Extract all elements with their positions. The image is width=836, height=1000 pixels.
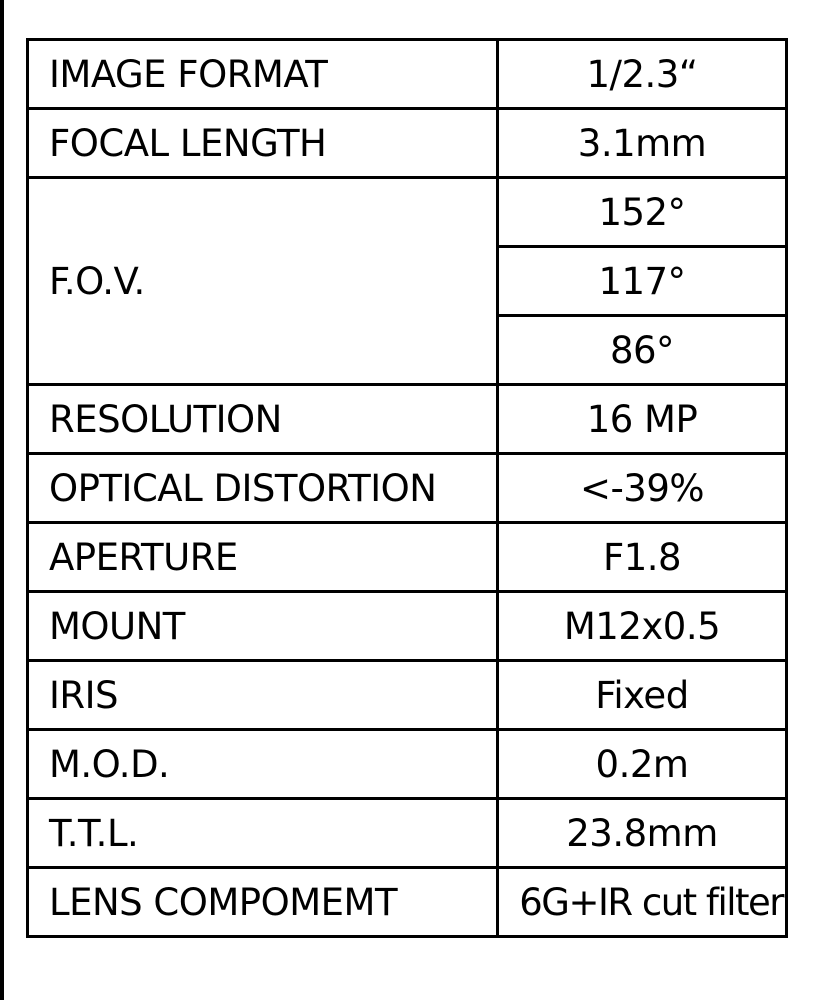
spec-label-mod: M.O.D. [28, 730, 498, 799]
spec-value-mod: 0.2m [498, 730, 787, 799]
spec-label-focal-length: FOCAL LENGTH [28, 109, 498, 178]
spec-value-fov-1: 152° [498, 178, 787, 247]
table-row-fov [28, 178, 787, 247]
table-row-resolution [28, 385, 787, 454]
table-row-image-format [28, 40, 787, 109]
table-row-ttl [28, 799, 787, 868]
spec-value-fov-2: 117° [498, 247, 787, 316]
spec-value-focal-length: 3.1mm [498, 109, 787, 178]
table-row-optical-distortion [28, 454, 787, 523]
spec-value-optical-distortion: <-39% [498, 454, 787, 523]
spec-value-image-format: 1/2.3“ [498, 40, 787, 109]
spec-label-ttl: T.T.L. [28, 799, 498, 868]
spec-label-lens-component: LENS COMPOMEMT [28, 868, 498, 937]
spec-value-aperture: F1.8 [498, 523, 787, 592]
spec-value-mount: M12x0.5 [498, 592, 787, 661]
table-row-focal-length [28, 109, 787, 178]
table-row-aperture [28, 523, 787, 592]
spec-value-ttl: 23.8mm [498, 799, 787, 868]
page-left-border [0, 0, 4, 1000]
spec-value-fov-3: 86° [498, 316, 787, 385]
spec-label-iris: IRIS [28, 661, 498, 730]
spec-label-mount: MOUNT [28, 592, 498, 661]
spec-label-image-format: IMAGE FORMAT [28, 40, 498, 109]
spec-label-fov: F.O.V. [28, 178, 498, 385]
table-row-mount [28, 592, 787, 661]
spec-label-optical-distortion: OPTICAL DISTORTION [28, 454, 498, 523]
spec-value-resolution: 16 MP [498, 385, 787, 454]
spec-label-resolution: RESOLUTION [28, 385, 498, 454]
table-row-iris [28, 661, 787, 730]
spec-label-aperture: APERTURE [28, 523, 498, 592]
spec-value-lens-component: 6G+IR cut filter [498, 868, 787, 937]
table-row-lens-component [28, 868, 787, 937]
table-row-mod [28, 730, 787, 799]
lens-spec-table [26, 38, 788, 938]
spec-value-iris: Fixed [498, 661, 787, 730]
